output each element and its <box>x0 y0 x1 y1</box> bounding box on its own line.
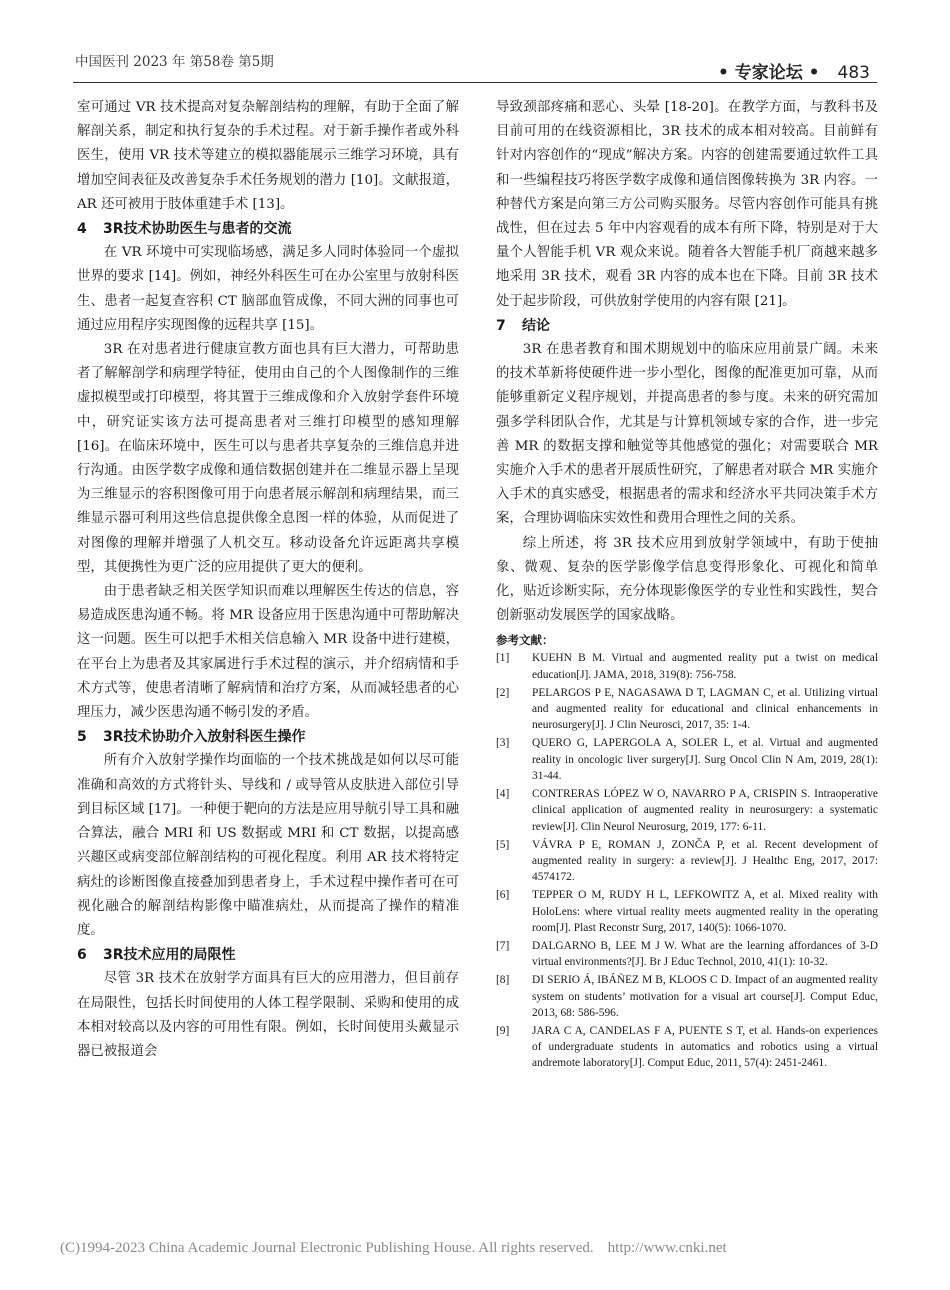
paragraph: 所有介入放射学操作均面临的一个技术挑战是如何以尽可能准确和高效的方式将针头、导线和 / 或导管从皮肤进入部位引导到目标区域 [17]。一种便于靶向的方法是应用导航引导工具和融合算法，融合 MRI 和 US 数据或 MRI 和 CT 数据，以提高感兴趣区或病变部位解剖结构的可视化程度。利用 AR 技术将特定病灶的诊断图像直接叠加到患者身上，手术过程中操作者可在可视化融合的解剖结构影像中瞄准病灶，从而提高了操作的精准度。 <box>77 753 459 938</box>
paragraph: 综上所述，将 3R 技术应用到放射学领域中，有助于使抽象、微观、复杂的医学影像学信息变得形象化、可视化和简单化，贴近诊断实际，充分体现影像医学的专业性和实践性，契合创新驱动发展医学的国家战略。 <box>496 535 878 624</box>
reference-item <box>496 650 878 682</box>
references-title: 参考文献： <box>496 633 554 648</box>
cnki-link[interactable]: http://www.cnki.net <box>607 1240 727 1256</box>
paragraph: 导致颈部疼痛和恶心、头晕 [18-20]。在教学方面，与教科书及目前可用的在线资源相比，3R 技术的成本相对较高。目前鲜有针对内容创作的“现成”解决方案。内容的创建需要通过软件工具和一些编程技巧将医学数字成像和通信图像转换为 3R 内容。一种替代方案是向第三方公司购买服务。尽管内容创作可能具有挑战性，但在过去 5 年中内容观看的成本有所下降，特别是对于大量个人智能手机 VR 观众来说。随着各大智能手机厂商越来越多地采用 3R 技术，观看 3R 内容的成本也在下降。目前 3R 技术处于起步阶段，可供放射学使用的内容有限 [21]。 <box>496 100 878 309</box>
reference-item <box>496 837 878 886</box>
copyright-text: (C)1994-2023 China Academic Journal Electronic Publishing House. All rights reserved. <box>60 1240 594 1256</box>
reference-number: [6] <box>496 889 510 902</box>
reference-number: [4] <box>496 788 510 801</box>
section-title: 3R技术应用的局限性 <box>103 947 236 964</box>
paragraph: 由于患者缺乏相关医学知识而难以理解医生传达的信息，容易造成医患沟通不畅。将 MR 设备应用于医患沟通中可帮助解决这一问题。医生可以把手术相关信息输入 MR 设备中进行建模，在平台上为患者及其家属进行手术过程的演示，并介绍病情和手术方式等，使患者清晰了解病情和治疗方案，从而减轻患者的心理压力，减少医患沟通不畅引发的矛盾。 <box>77 584 459 721</box>
section-heading-6 <box>77 943 459 967</box>
paragraph: 尽管 3R 技术在放射学方面具有巨大的应用潜力，但目前存在局限性，包括长时间使用的人体工程学限制、采购和使用的成本相对较高以及内容的可用性有限。例如，长时间使用头戴显示器已被报道会 <box>77 971 459 1059</box>
reference-item <box>496 786 878 835</box>
journal-header: 中国医刊 2023 年 第58卷 第5期 <box>75 54 274 70</box>
reference-item <box>496 938 878 970</box>
section-number: 6 <box>77 947 87 964</box>
reference-text: QUERO G, LAPERGOLA A, SOLER L, et al. Virtual and augmented reality in oncologic liver surgery[J]. Surg Oncol Clin N Am, 2019, 28(1): 31-44. <box>532 737 878 782</box>
page-number: 483 <box>837 63 870 83</box>
right-column <box>496 96 878 1074</box>
reference-list <box>496 650 878 1071</box>
copyright-footer <box>60 1240 727 1257</box>
section-label: • 专家论坛 • <box>717 63 820 83</box>
paragraph: 室可通过 VR 技术提高对复杂解剖结构的理解，有助于全面了解解剖关系，制定和执行复杂的手术过程。对于新手操作者或外科医生，使用 VR 技术等建立的模拟器能展示三维学习环境，具有增加空间表征及改善复杂手术任务规划的潜力 [10]。文献报道，AR 还可被用于肢体重建手术 [13]。 <box>77 100 459 212</box>
reference-text: CONTRERAS LÓPEZ W O, NAVARRO P A, CRISPIN S. Intraoperative clinical application of augmented reality in neurosurgery: a systematic review[J]. Clin Neurol Neurosurg, 2019, 177: 6-11. <box>532 788 878 833</box>
reference-item <box>496 735 878 784</box>
paragraph: 在 VR 环境中可实现临场感，满足多人同时体验同一个虚拟世界的要求 [14]。例如，神经外科医生可在办公室里与放射科医生、患者一起复查容积 CT 脑部血管成像，不同大洲的同事也可通过应用程序实现图像的远程共享 [15]。 <box>77 245 459 333</box>
reference-text: TEPPER O M, RUDY H L, LEFKOWITZ A, et al. Mixed reality with HoloLens: where virtual reality meets augmented reality in the operating room[J]. Plast Reconstr Surg, 2017, 140(5): 1066-1070. <box>532 889 878 934</box>
paragraph: 3R 在对患者进行健康宣教方面也具有巨大潜力，可帮助患者了解解剖学和病理学特征，使用由自己的个人图像制作的三维虚拟模型或打印模型，将其置于三维成像和介入放射学套件环境中，研究证实该方法可提高患者对三维打印模型的感知理解 [16]。在临床环境中，医生可以与患者共享复杂的三维信息并进行沟通。由医学数字成像和通信数据创建并在二维显示器上呈现为三维显示的容积图像可用于向患者展示解剖和病理结果，而三维显示器可利用这些信息提供像全息图一样的体验，从而促进了对图像的理解并增强了人机交互。移动设备允许远距离共享模型，其便携性为更广泛的应用提供了更大的便利。 <box>77 342 459 575</box>
reference-text: KUEHN B M. Virtual and augmented reality put a twist on medical education[J]. JAMA, 2018, 319(8): 756-758. <box>532 652 878 681</box>
section-number: 5 <box>77 729 87 746</box>
reference-text: DALGARNO B, LEE M J W. What are the learning affordances of 3-D virtual environments?[J]. Br J Educ Technol, 2010, 41(1): 10-32. <box>532 939 878 969</box>
section-heading-4 <box>77 217 459 241</box>
section-title: 3R技术协助医生与患者的交流 <box>103 221 292 238</box>
reference-number: [3] <box>496 737 510 750</box>
reference-text: PELARGOS P E, NAGASAWA D T, LAGMAN C, et al. Utilizing virtual and augmented reality for educational and clinical enhancements in neurosurgery[J]. J Clin Neurosci, 2017, 35: 1-4. <box>532 686 878 732</box>
section-title: 结论 <box>522 317 550 334</box>
header-rule <box>73 82 877 83</box>
reference-number: [5] <box>496 838 510 851</box>
reference-item <box>496 1023 878 1072</box>
section-number: 7 <box>496 317 506 334</box>
reference-text: JARA C A, CANDELAS F A, PUENTE S T, et al. Hands-on experiences of undergraduate students in automatics and robotics using a virtual andremote laboratory[J]. Comput Educ, 2011, 57(4): 2451-2461. <box>532 1024 878 1070</box>
paragraph: 3R 在患者教育和围术期规划中的临床应用前景广阔。未来的技术革新将使硬件进一步小型化，图像的配准更加可靠，从而能够重新定义程序规划，并提高患者的参与度。未来的研究需加强多学科团队合作，尤其是与计算机领域专家的合作，进一步完善 MR 的数据支撑和触觉等其他感觉的强化；对需要联合 MR 实施介入手术的患者开展质性研究，了解患者对联合 MR 实施介入手术的真实感受，根据患者的需求和经济水平共同决策手术方案，合理协调临床实效性和费用合理性之间的关系。 <box>496 342 878 527</box>
section-title: 3R技术协助介入放射科医生操作 <box>103 729 306 746</box>
reference-item <box>496 887 878 936</box>
reference-number: [2] <box>496 686 510 699</box>
reference-item <box>496 972 878 1021</box>
reference-number: [9] <box>496 1024 510 1037</box>
reference-item <box>496 685 878 734</box>
reference-number: [8] <box>496 974 510 987</box>
section-number: 4 <box>77 221 87 238</box>
section-heading-7 <box>496 314 878 338</box>
reference-text: VÁVRA P E, ROMAN J, ZONČA P, et al. Recent development of augmented reality in surgery: a review[J]. J Healthc Eng, 2017, 2017: 4574172. <box>532 838 878 884</box>
section-header <box>718 58 870 83</box>
section-heading-5 <box>77 725 459 749</box>
left-column <box>77 96 459 1064</box>
reference-number: [7] <box>496 939 510 952</box>
reference-number: [1] <box>496 652 510 665</box>
reference-text: DI SERIO Á, IBÁÑEZ M B, KLOOS C D. Impact of an augmented reality system on students’ motivation for a visual art course[J]. Comput Educ, 2013, 68: 586-596. <box>532 974 878 1019</box>
